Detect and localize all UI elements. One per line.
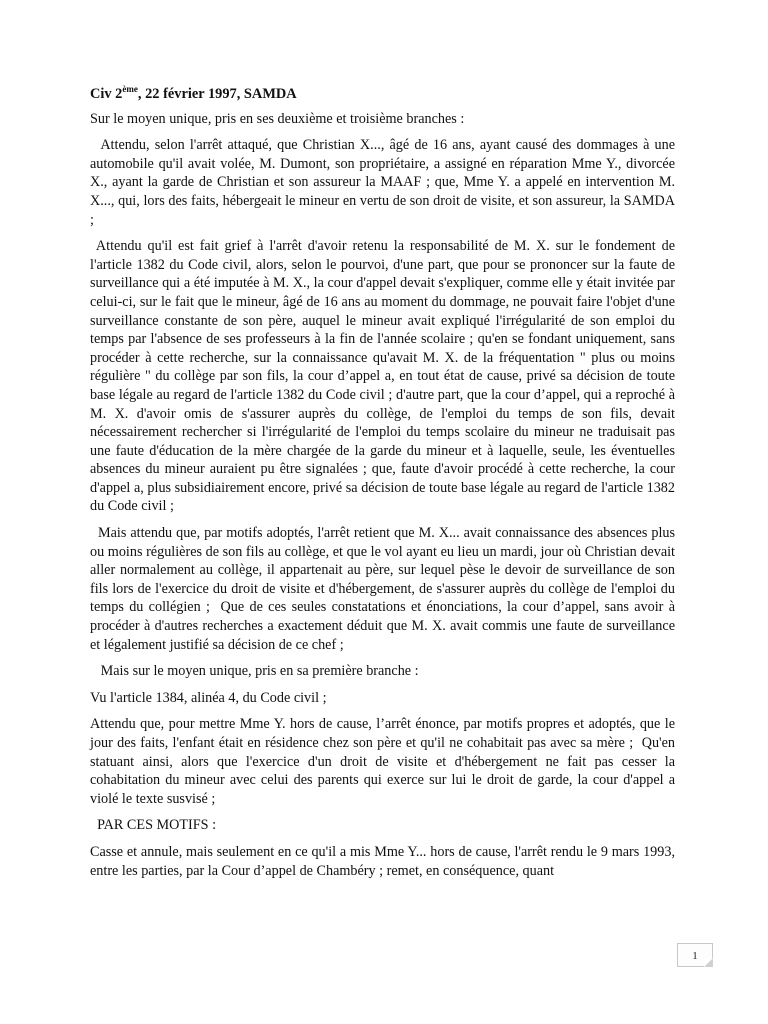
page-title [90,85,675,104]
title-rest: , 22 février 1997, SAMDA [137,86,297,102]
paragraph-par-ces-motifs: PAR CES MOTIFS : [90,817,217,834]
title-prefix: Civ 2 [90,86,123,102]
page-fold-icon [704,958,713,967]
page-number-box [677,943,713,967]
paragraph-vu-article: Vu l'article 1384, alinéa 4, du Code civil ; [90,689,327,706]
paragraph-attendu-mme-y: Attendu que, pour mettre Mme Y. hors de cause, l’arrêt énonce, par motifs propres et adoptés, que le jour des faits, l'enfant était en résidence chez son père et qu'il ne cohabitait pas avec sa mère ; Qu'en statuant ainsi, alors que l'exercice d'un droit de visite et d'hébergement ne fait pas cesser la cohabitation du mineur avec celui des parents qui exerce sur lui le droit de garde, la cour d'appel a violé le texte susvisé ; [90,716,679,807]
document-body [90,84,679,888]
paragraph-moyen-branches: Sur le moyen unique, pris en ses deuxième et troisième branches : [90,110,465,127]
paragraph-attendu-faits: Attendu, selon l'arrêt attaqué, que Christian X..., âgé de 16 ans, ayant causé des dommages à une automobile qu'il avait volée, M. Dumont, son propriétaire, a assigné en réparation Mme Y., divorcée X., ayant la garde de Christian et son assureur la MAAF ; que, Mme Y. a appelé en intervention M. X..., qui, lors des faits, hébergeait le mineur en vertu de son droit de visite, et son assureur, la SAMDA ; [90,137,679,228]
paragraph-casse-annule: Casse et annule, mais seulement en ce qu'il a mis Mme Y... hors de cause, l'arrêt rendu le 9 mars 1993, entre les parties, par la Cour d’appel de Chambéry ; remet, en conséquence, quant [90,843,679,879]
title-superscript: ème [122,84,138,94]
paragraph-premiere-branche: Mais sur le moyen unique, pris en sa première branche : [90,663,419,680]
paragraph-mais-attendu: Mais attendu que, par motifs adoptés, l'arrêt retient que M. X... avait connaissance des absences plus ou moins régulières de son fils au collège, et que le vol ayant eu lieu un mardi, jour où Christian devait aller normalement au collège, il appartenait au père, sur lequel pèse le devoir de surveillance de son fils lors de l'exercice du droit de visite et d'hébergement, de s'assurer auprès du collège de l'emploi du temps du collégien ; Que de ces seules constatations et énonciations, la cour d’appel, sans avoir à procéder à d'autres recherches a exactement déduit que M. X. avait commis une faute de surveillance et légalement justifié sa décision de ce chef ; [90,525,679,653]
page-number: 1 [692,950,698,962]
paragraph-attendu-grief: Attendu qu'il est fait grief à l'arrêt d'avoir retenu la responsabilité de M. X. sur le fondement de l'article 1382 du Code civil, alors, selon le pourvoi, d'une part, que pour se prononcer sur la faute de surveillance qui a été imputée à M. X., la cour d'appel devait s'expliquer, comme elle y était invitée par celui-ci, sur le fait que le mineur, âgé de 16 ans au moment du dommage, ne pouvait faire l'objet d'une surveillance constante de son père, auquel le mineur avait expliqué l'irrégularité de son emploi du temps par l'absence de ses professeurs à la fin de l'année scolaire ; qu'en se fondant uniquement, sans procéder à cette recherche, sur la connaissance qu'avait M. X. de la fréquentation " plus ou moins régulière " du collège par son fils, la cour d’appel a, en tout état de cause, privé sa décision de toute base légale au regard de l'article 1382 du Code civil ; d'autre part, que la cour d’appel, qui a reproché à M. X. d'avoir omis de s'assurer auprès du collège, de l'emploi du temps de son fils, devait nécessairement rechercher si l'irrégularité de l'emploi du temps scolaire du mineur ne traduisait pas une faute d'éducation de la mère chargée de la garde du mineur et à laquelle, seule, les éventuelles absences du mineur auraient pu être signalées ; que, faute d'avoir procédé à cette recherche, la cour d'appel a, plus subsidiairement encore, privé sa décision de toute base légale au regard de l'article 1382 du Code civil ; [90,238,679,515]
